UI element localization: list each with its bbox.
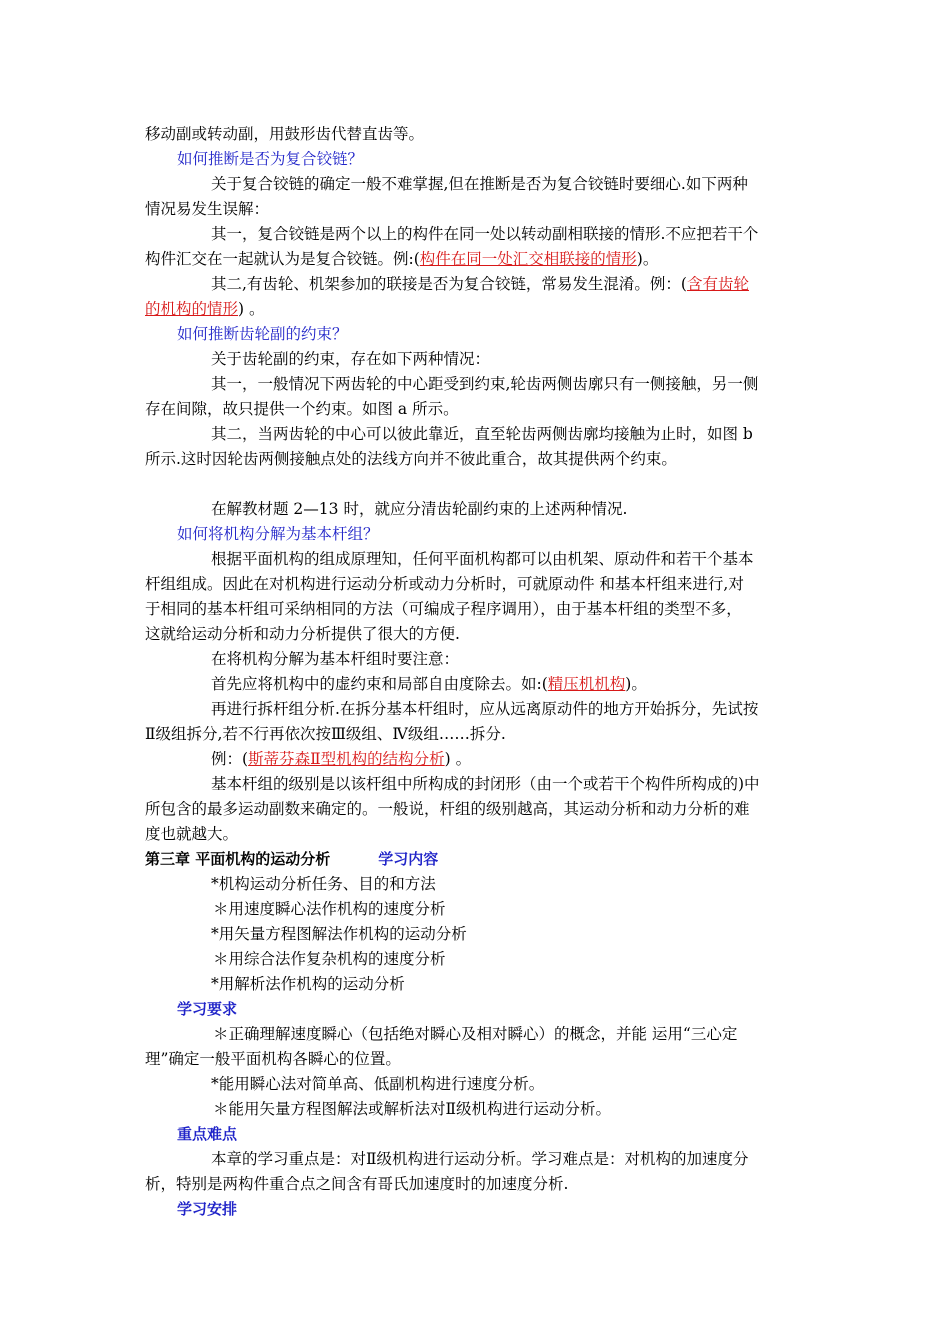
text: 例：( xyxy=(211,750,249,768)
text: 首先应将机构中的虚约束和局部自由度除去。如:( xyxy=(211,675,548,693)
paragraph xyxy=(145,272,810,297)
paragraph: 理”确定一般平面机构各瞬心的位置。 xyxy=(145,1050,401,1068)
link-stephenson-mechanism[interactable]: 斯蒂芬森Ⅱ型机构的结构分析 xyxy=(248,750,445,768)
paragraph: 其一，复合铰链是两个以上的构件在同一处以转动副相联接的情形.不应把若干个 xyxy=(211,225,759,243)
link-press-mechanism[interactable]: 精压机机构 xyxy=(547,675,626,693)
section-heading-compound-hinge: 如何推断是否为复合铰链？ xyxy=(177,150,364,168)
paragraph: 存在间隙，故只提供一个约束。如图 a 所示。 xyxy=(145,400,459,418)
paragraph: 所示.这时因轮齿两侧接触点处的法线方向并不彼此重合，故其提供两个约束。 xyxy=(145,450,677,468)
paragraph: 根据平面机构的组成原理知，任何平面机构都可以由机架、原动件和若干个基本 xyxy=(211,550,754,568)
paragraph: 情况易发生误解： xyxy=(145,200,270,218)
paragraph: 杆组组成。因此在对机构进行运动分析或动力分析时，可就原动件 和基本杆组来进行,对 xyxy=(145,575,744,593)
spacer xyxy=(145,472,810,497)
chapter-heading xyxy=(145,847,810,872)
section-heading-decomposition: 如何将机构分解为基本杆组？ xyxy=(177,525,379,543)
paragraph: 关于齿轮副的约束，存在如下两种情况： xyxy=(211,350,491,368)
paragraph xyxy=(145,672,810,697)
paragraph: 基本杆组的级别是以该杆组中所构成的封闭形（由一个或若干个构件所构成的)中 xyxy=(211,775,760,793)
text: ) 。 xyxy=(444,750,472,768)
link-gear-mechanism[interactable]: 含有齿轮 xyxy=(686,275,749,293)
paragraph: 其一，一般情况下两齿轮的中心距受到约束,轮齿两侧齿廓只有一侧接触，另一侧 xyxy=(211,375,759,393)
paragraph: 在解教材题 2—13 时，就应分清齿轮副约束的上述两种情况. xyxy=(211,500,628,518)
list-item: *机构运动分析任务、目的和方法 xyxy=(211,875,436,893)
paragraph: ＊正确理解速度瞬心（包括绝对瞬心及相对瞬心）的概念，并能 运用“三心定 xyxy=(213,1025,738,1043)
paragraph: 这就给运动分析和动力分析提供了很大的方便. xyxy=(145,625,460,643)
list-item: *用解析法作机构的运动分析 xyxy=(211,975,405,993)
paragraph xyxy=(145,747,810,772)
text: )。 xyxy=(625,675,647,693)
list-item: ＊用综合法作复杂机构的速度分析 xyxy=(213,950,446,968)
content-list xyxy=(145,872,810,997)
paragraph: *能用瞬心法对简单高、低副机构进行速度分析。 xyxy=(211,1075,545,1093)
text: )。 xyxy=(636,250,659,268)
text: ) 。 xyxy=(238,300,265,318)
paragraph: 其二，当两齿轮的中心可以彼此靠近，直至轮齿两侧齿廓均接触为止时，如图 b xyxy=(211,425,753,443)
chapter-title: 第三章 平面机构的运动分析 xyxy=(145,850,331,868)
paragraph: 关于复合铰链的确定一般不难掌握,但在推断是否为复合铰链时要细心.如下两种 xyxy=(211,175,748,193)
section-label-requirements: 学习要求 xyxy=(177,1000,238,1018)
link-gear-mechanism-cont[interactable]: 的机构的情形 xyxy=(145,300,239,318)
text: 构件汇交在一起就认为是复合铰链。例:( xyxy=(145,250,420,268)
section-label-content: 学习内容 xyxy=(378,850,439,868)
paragraph: 所包含的最多运动副数来确定的。一般说，杆组的级别越高，其运动分析和动力分析的难 xyxy=(145,800,750,818)
paragraph: 在将机构分解为基本杆组时要注意： xyxy=(211,650,460,668)
section-heading-gear-constraint: 如何推断齿轮副的约束？ xyxy=(177,325,348,343)
paragraph: ＊能用矢量方程图解法或解析法对Ⅱ级机构进行运动分析。 xyxy=(213,1100,612,1118)
paragraph: Ⅱ级组拆分,若不行再依次按Ⅲ级组、Ⅳ级组……拆分. xyxy=(145,725,506,743)
text: 其二,有齿轮、机架参加的联接是否为复合铰链，常易发生混淆。例：( xyxy=(211,275,687,293)
paragraph: 析，特别是两构件重合点之间含有哥氏加速度时的加速度分析. xyxy=(145,1175,569,1193)
document-page xyxy=(145,122,810,1222)
list-item: ＊用速度瞬心法作机构的速度分析 xyxy=(213,900,446,918)
paragraph xyxy=(145,247,810,272)
section-label-key-points: 重点难点 xyxy=(177,1125,238,1143)
paragraph: 再进行拆杆组分析.在拆分基本杆组时，应从远离原动件的地方开始拆分，先试按 xyxy=(211,700,759,718)
paragraph: 于相同的基本杆组可采纳相同的方法（可编成子程序调用），由于基本杆组的类型不多， xyxy=(145,600,742,618)
paragraph: 移动副或转动副，用鼓形齿代替直齿等。 xyxy=(145,125,425,143)
paragraph: 度也就越大。 xyxy=(145,825,239,843)
list-item: *用矢量方程图解法作机构的运动分析 xyxy=(211,925,467,943)
paragraph: 本章的学习重点是：对Ⅱ级机构进行运动分析。学习难点是：对机构的加速度分 xyxy=(211,1150,749,1168)
link-compound-same-place[interactable]: 构件在同一处汇交相联接的情形 xyxy=(419,250,637,268)
paragraph xyxy=(145,297,810,322)
section-label-arrangement: 学习安排 xyxy=(177,1200,238,1218)
